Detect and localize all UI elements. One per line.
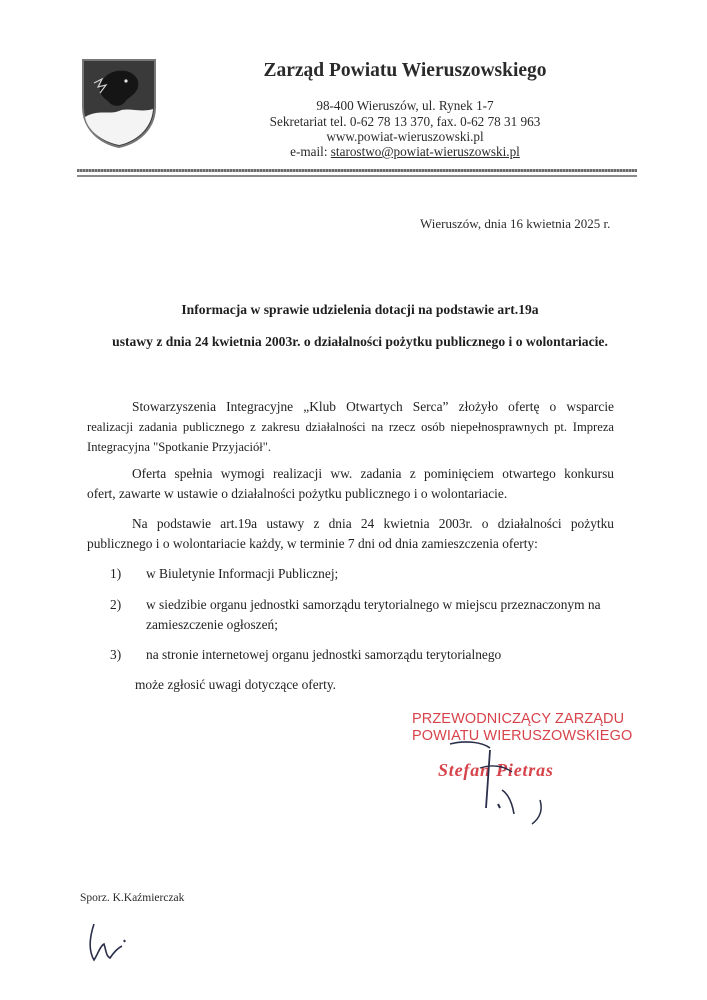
prepared-by: Sporz. K.Kaźmierczak <box>80 892 185 904</box>
paragraph-offer <box>87 397 614 457</box>
list-item <box>110 645 630 665</box>
list-item-text: na stronie internetowej organu jednostki samorządu terytorialnego <box>146 647 502 662</box>
signature-icon <box>420 738 560 828</box>
paragraph-requirements <box>87 464 614 504</box>
paragraph-line: ofert, zawarte w ustawie o działalności pożytku publicznego i o wolontariacie. <box>87 486 508 501</box>
subject-line-1: Informacja w sprawie udzielenia dotacji na podstawie art.19a <box>181 302 539 317</box>
email-link[interactable]: starostwo@powiat-wieruszowski.pl <box>330 144 520 159</box>
list-item-text: w siedzibie organu jednostki samorządu terytorialnego w miejscu przeznaczonym na <box>146 597 601 612</box>
coat-of-arms-icon <box>80 57 158 149</box>
date-line: Wieruszów, dnia 16 kwietnia 2025 r. <box>420 216 611 231</box>
list-item-number: 3) <box>110 647 122 662</box>
stamp-line-2: POWIATU WIERUSZOWSKIEGO <box>412 728 633 744</box>
paragraph-line: Na podstawie art.19a ustawy z dnia 24 kwietnia 2003r. o działalności pożytku <box>132 516 614 531</box>
closing-line: może zgłosić uwagi dotyczące oferty. <box>135 677 337 692</box>
paragraph-line: realizacji zadania publicznego z zakresu działalności na rzecz osób niepełnosprawnych pt. Impreza <box>87 420 614 434</box>
list-item-text-continued: zamieszczenie ogłoszeń; <box>146 617 278 632</box>
stamp-name: Stefan Pietras <box>438 760 554 780</box>
header-divider-thin <box>77 175 637 177</box>
paragraph-line: Integracyjna "Spotkanie Przyjaciół". <box>87 440 272 454</box>
list-item <box>110 595 630 635</box>
institution-email-line <box>170 144 640 160</box>
list-item-number: 2) <box>110 597 122 612</box>
institution-title: Zarząd Powiatu Wieruszowskiego <box>263 60 547 81</box>
institution-website[interactable]: www.powiat-wieruszowski.pl <box>326 129 484 144</box>
paragraph-line: Stowarzyszenia Integracyjne „Klub Otwartych Serca” złożyło ofertę o wsparcie <box>132 399 614 414</box>
paragraph-line: Oferta spełnia wymogi realizacji ww. zadania z pominięciem otwartego konkursu <box>132 466 614 481</box>
paragraph-legal-basis <box>87 514 614 554</box>
list-item-text: w Biuletynie Informacji Publicznej; <box>146 566 339 581</box>
header-divider <box>77 169 637 172</box>
institution-address: 98-400 Wieruszów, ul. Rynek 1-7 <box>316 98 494 113</box>
email-label: e-mail: <box>290 144 331 159</box>
stamp-line-1: PRZEWODNICZĄCY ZARZĄDU <box>412 711 625 727</box>
subject-line-2: ustawy z dnia 24 kwietnia 2003r. o działalności pożytku publicznego i o wolontariacie. <box>112 334 608 349</box>
initials-signature-icon <box>84 918 134 968</box>
list-item <box>110 564 630 584</box>
list-item-number: 1) <box>110 566 122 581</box>
paragraph-line: publicznego i o wolontariacie każdy, w terminie 7 dni od dnia zamieszczenia oferty: <box>87 536 538 551</box>
institution-phones: Sekretariat tel. 0-62 78 13 370, fax. 0-62 78 31 963 <box>269 114 541 129</box>
